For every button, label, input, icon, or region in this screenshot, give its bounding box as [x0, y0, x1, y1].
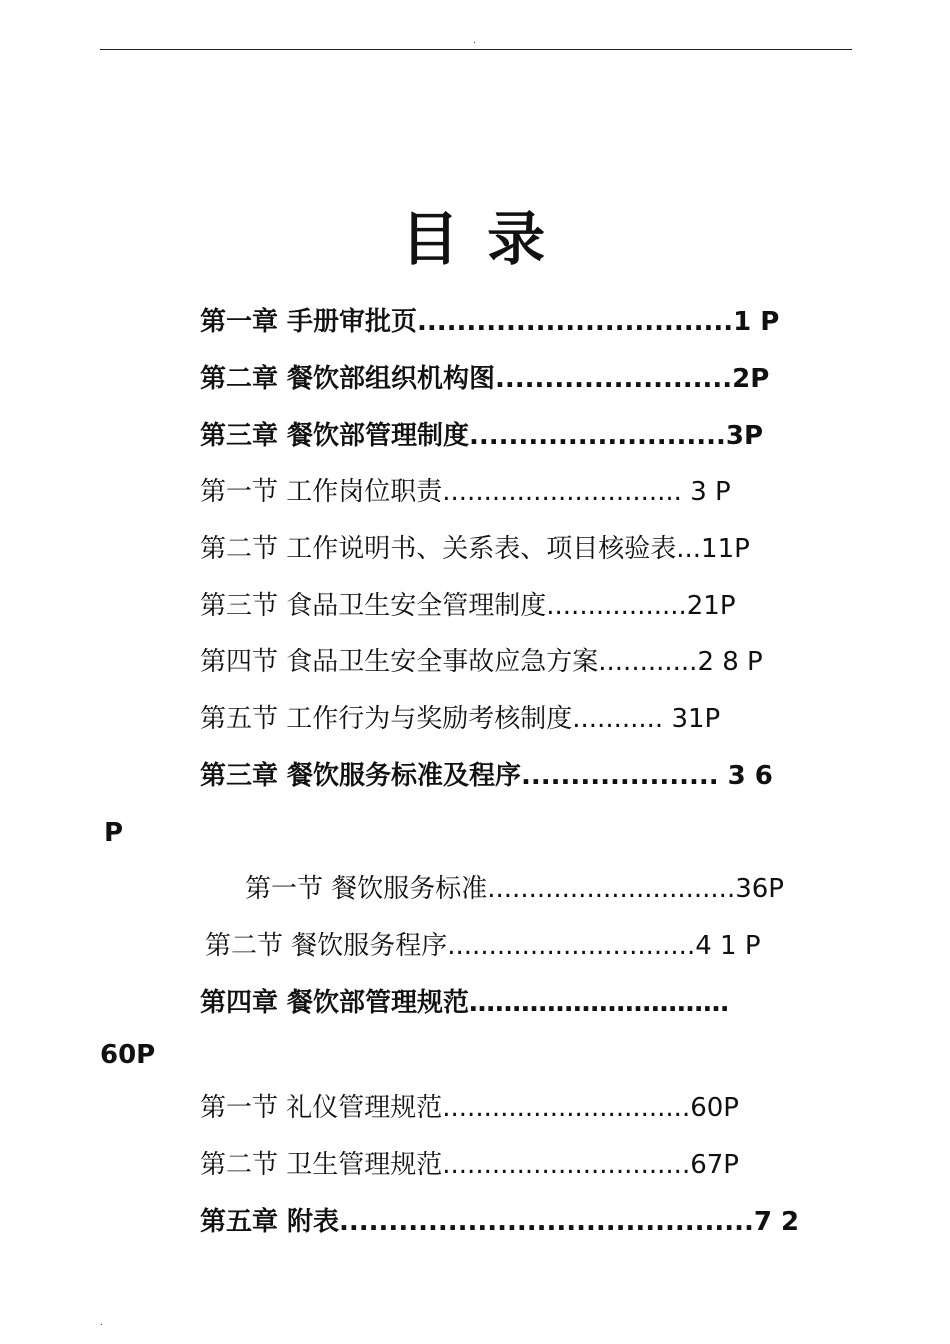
toc-entry-chapter-1: 第一章 手册审批页................................1 P [200, 307, 780, 337]
toc-entry-chapter-3: 第三章 餐饮部管理制度..........................3P [200, 421, 763, 451]
toc-entry-chapter-4-page: 60P [100, 1040, 156, 1070]
toc-entry-norm-section-2: 第二节 卫生管理规范..............................67P [200, 1150, 739, 1180]
toc-entry-section-3: 第三节 食品卫生安全管理制度.................21P [200, 591, 736, 621]
toc-entry-service-section-1: 第一节 餐饮服务标准..............................36P [245, 874, 784, 904]
header-rule [100, 49, 852, 50]
toc-entry-chapter-4: 第四章 餐饮部管理规范………………………… [200, 988, 730, 1018]
toc-entry-section-2: 第二节 工作说明书、关系表、项目核验表...11P [200, 534, 750, 564]
toc-entry-norm-section-1: 第一节 礼仪管理规范..............................60P [200, 1093, 739, 1123]
toc-entry-chapter-3b-page: P [104, 818, 124, 848]
toc-entry-chapter-3b: 第三章 餐饮服务标准及程序.................... 3 6 [200, 761, 773, 791]
header-mark: . [473, 36, 476, 46]
toc-entry-service-section-2: 第二节 餐饮服务程序..............................4 1 P [205, 931, 761, 961]
toc-entry-chapter-5: 第五章 附表..........................................7 2 [200, 1207, 800, 1237]
toc-entry-section-5: 第五节 工作行为与奖励考核制度........... 31P [200, 704, 721, 734]
toc-entry-section-1: 第一节 工作岗位职责............................. 3 P [200, 477, 731, 507]
toc-entry-chapter-2: 第二章 餐饮部组织机构图........................2P [200, 364, 770, 394]
page-title: 目 录 [400, 205, 550, 273]
footer-mark: . [100, 1318, 103, 1328]
toc-entry-section-4: 第四节 食品卫生安全事故应急方案............2 8 P [200, 647, 763, 677]
